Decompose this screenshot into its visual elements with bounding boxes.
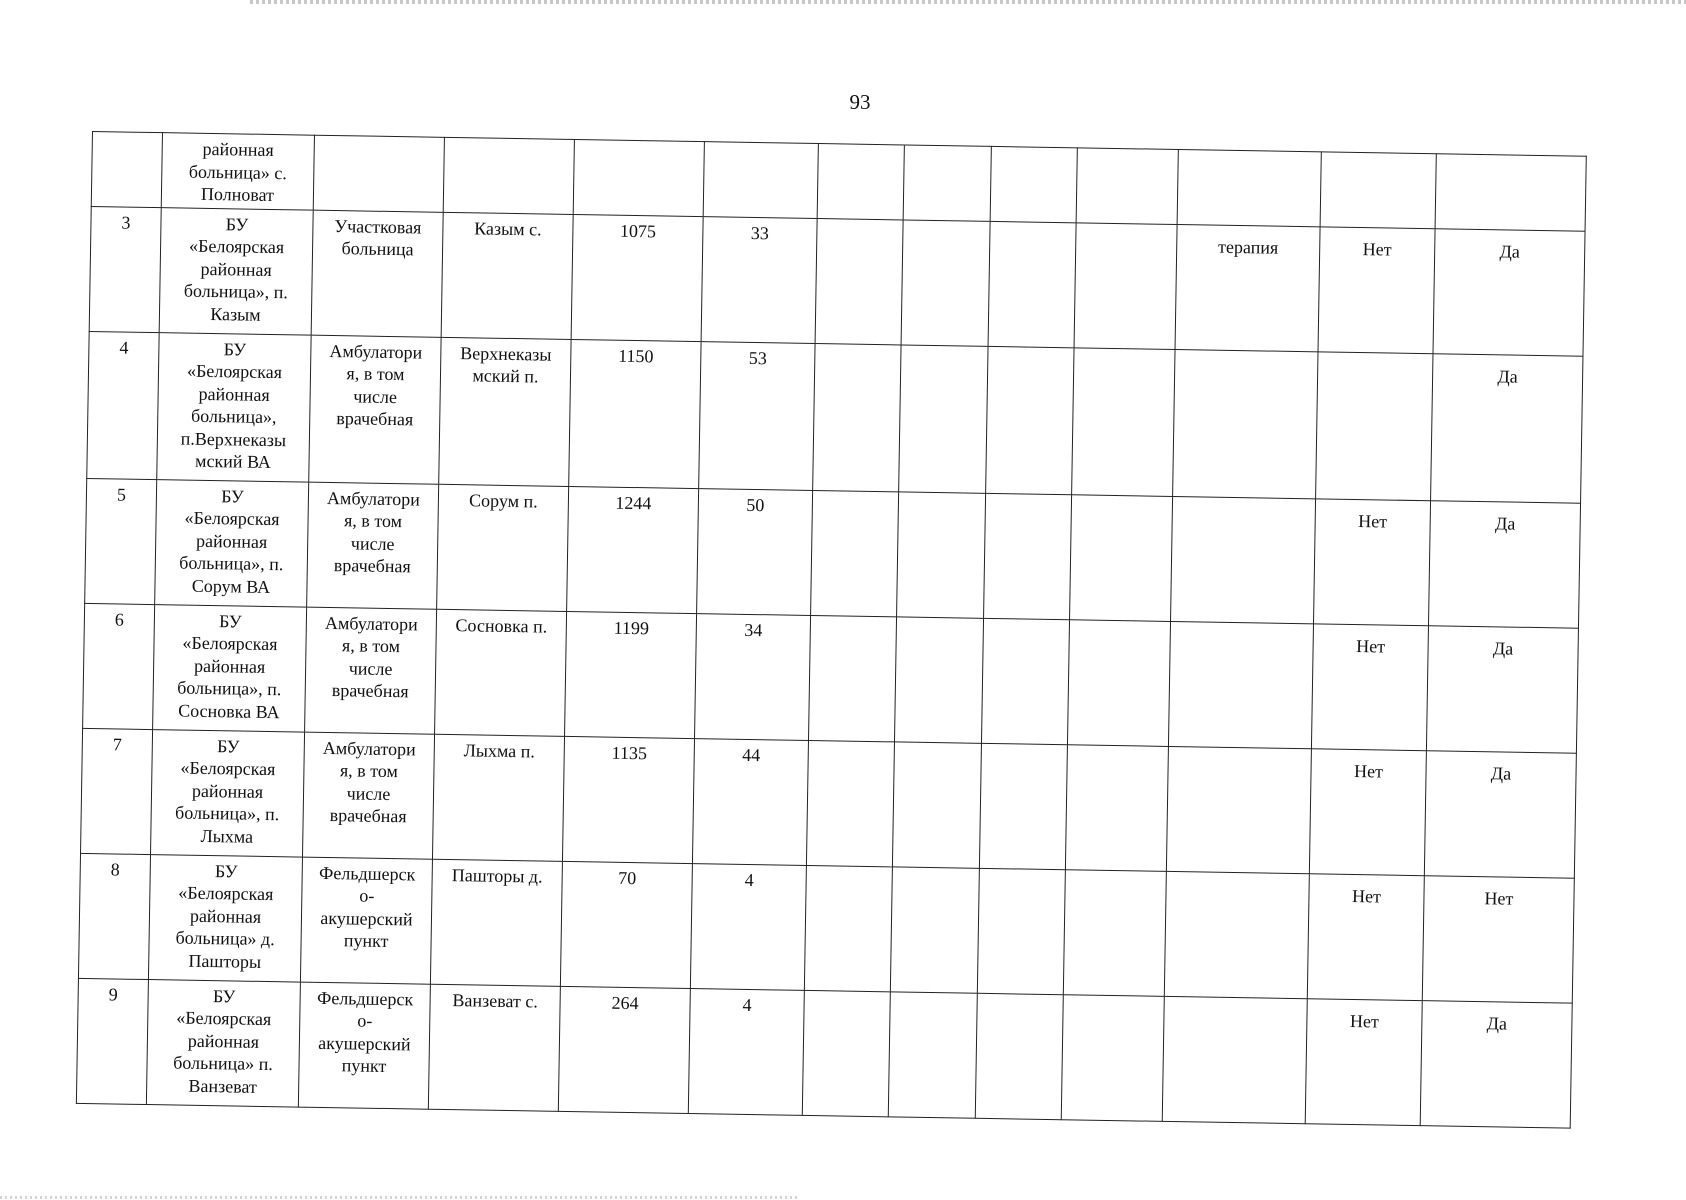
cell-num: 5 [85, 478, 157, 604]
cell-distance: 4 [690, 863, 806, 990]
cell-empty [977, 868, 1065, 994]
cell-col12: Нет [1309, 748, 1426, 875]
cell-empty [1076, 148, 1178, 224]
cell-col13: Да [1431, 353, 1583, 502]
cell-distance: 53 [699, 341, 815, 490]
cell-col12: Нет [1307, 873, 1424, 1000]
page-number: 93 [849, 90, 871, 114]
cell-empty [981, 618, 1069, 744]
cell-empty [806, 740, 894, 866]
cell-distance [703, 142, 818, 218]
cell-empty [1067, 619, 1170, 746]
cell-empty [990, 146, 1077, 222]
table-row [87, 331, 1583, 503]
cell-type: Фельдшерск о- акушерский пункт [300, 857, 432, 984]
cell-col12 [1320, 152, 1436, 228]
cell-empty [988, 221, 1076, 347]
cell-empty [1070, 494, 1173, 621]
cell-population: 1199 [565, 611, 697, 738]
cell-distance: 50 [697, 488, 813, 615]
cell-col13: Да [1424, 750, 1576, 877]
cell-specialty [1171, 496, 1316, 623]
cell-col13: Да [1433, 228, 1585, 355]
cell-empty [979, 743, 1067, 869]
cell-location: Ванзеват с. [428, 984, 560, 1111]
cell-location: Сосновка п. [435, 609, 567, 736]
cell-type: Амбулатори я, в том числе врачебная [307, 482, 439, 609]
cell-type: Амбулатори я, в том числе врачебная [309, 335, 441, 484]
cell-specialty [1164, 871, 1309, 998]
cell-empty [892, 741, 981, 867]
cell-population: 1075 [571, 214, 703, 341]
cell-col13: Нет [1422, 875, 1574, 1002]
cell-empty [817, 144, 904, 220]
scan-edge-top [250, 0, 1686, 4]
cell-population: 1150 [569, 339, 701, 488]
cell-type [313, 135, 444, 212]
cell-empty [1061, 994, 1164, 1121]
cell-empty [899, 344, 988, 492]
cell-col12: Нет [1318, 226, 1435, 353]
cell-institution: БУ «Белоярская районная больница», п.Верхнеказы мский ВА [157, 332, 311, 481]
cell-institution: БУ «Белоярская районная больница» д. Пашторы [148, 854, 302, 982]
cell-empty [903, 145, 991, 221]
cell-empty [986, 346, 1074, 494]
cell-col12: Нет [1314, 498, 1431, 625]
cell-col12: Нет [1311, 623, 1428, 750]
table-row [83, 603, 1579, 753]
cell-empty [1063, 869, 1166, 996]
cell-col13: Да [1420, 1000, 1572, 1127]
cell-location: Лыхма п. [432, 734, 564, 861]
cell-num: 8 [78, 853, 150, 979]
cell-col13: Да [1426, 625, 1578, 752]
table-row [81, 728, 1577, 878]
cell-population: 264 [558, 986, 690, 1113]
cell-specialty: терапия [1175, 224, 1320, 351]
cell-empty [804, 865, 892, 991]
table-row [89, 206, 1585, 356]
cell-empty [1065, 744, 1168, 871]
cell-specialty [1166, 746, 1311, 873]
scan-edge-bottom [0, 1196, 800, 1199]
cell-institution: БУ «Белоярская районная больница», п. Сорум ВА [155, 479, 309, 607]
table-row [78, 853, 1574, 1003]
cell-empty [813, 343, 901, 491]
cell-empty [890, 866, 979, 992]
cell-num: 9 [76, 978, 148, 1104]
facilities-table [76, 131, 1587, 1128]
cell-type: Фельдшерск о- акушерский пункт [298, 982, 430, 1109]
cell-institution: БУ «Белоярская районная больница» п. Ванзеват [146, 979, 300, 1107]
cell-population: 1244 [567, 486, 699, 613]
cell-col13 [1435, 154, 1586, 231]
cell-distance: 4 [688, 988, 804, 1115]
cell-empty [1072, 347, 1175, 496]
cell-type: Амбулатори я, в том числе врачебная [305, 607, 437, 734]
cell-num: 4 [87, 331, 159, 479]
cell-population: 70 [560, 861, 692, 988]
cell-distance: 33 [701, 216, 817, 343]
cell-empty [975, 993, 1063, 1119]
cell-num [91, 132, 162, 208]
cell-specialty [1173, 349, 1318, 498]
table-row [85, 478, 1581, 628]
cell-location: Казым с. [441, 212, 573, 339]
cell-type: Участковая больница [311, 210, 443, 337]
table-row [76, 978, 1572, 1128]
cell-distance: 44 [692, 738, 808, 865]
cell-type: Амбулатори я, в том числе врачебная [302, 732, 434, 859]
cell-num: 3 [89, 206, 161, 332]
cell-col13: Да [1428, 500, 1580, 627]
cell-empty [802, 990, 890, 1116]
cell-empty [897, 491, 986, 617]
cell-empty [811, 490, 899, 616]
cell-col12: Нет [1305, 998, 1422, 1125]
cell-empty [815, 218, 903, 344]
facilities-table-wrapper [76, 131, 1586, 1128]
cell-institution: БУ «Белоярская районная больница», п. Сосновка ВА [153, 604, 307, 732]
cell-location: Сорум п. [437, 484, 569, 611]
cell-empty [984, 493, 1072, 619]
cell-location: Пашторы д. [430, 859, 562, 986]
cell-empty [901, 219, 990, 345]
cell-empty [888, 991, 977, 1117]
cell-specialty [1168, 621, 1313, 748]
cell-population: 1135 [562, 736, 694, 863]
cell-institution: БУ «Белоярская районная больница», п. Лыхма [151, 729, 305, 857]
cell-distance: 34 [695, 613, 811, 740]
cell-col12 [1316, 351, 1433, 500]
cell-institution: БУ «Белоярская районная больница», п. Казым [159, 207, 313, 335]
cell-location: Верхнеказы мский п. [439, 337, 571, 486]
cell-empty [894, 616, 983, 742]
cell-empty [1074, 222, 1177, 349]
cell-institution: районная больница» с. Полноват [161, 133, 314, 210]
cell-empty [809, 615, 897, 741]
cell-location [443, 137, 574, 214]
cell-num: 7 [81, 728, 153, 854]
cell-specialty [1162, 996, 1307, 1123]
cell-specialty [1177, 150, 1321, 227]
cell-num: 6 [83, 603, 155, 729]
cell-population [573, 139, 704, 216]
